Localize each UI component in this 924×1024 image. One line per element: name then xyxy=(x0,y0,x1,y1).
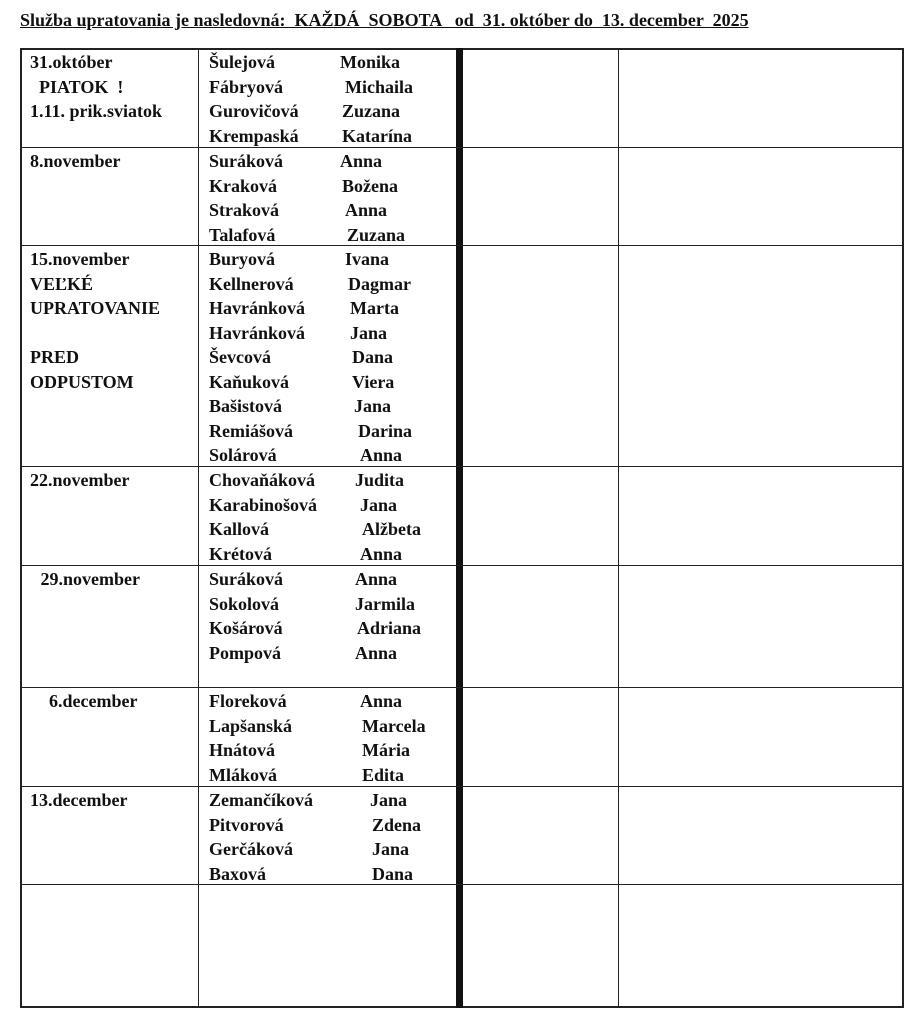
surname: Suráková xyxy=(209,151,284,171)
surname: Karabinošová xyxy=(209,494,318,515)
surname: Hnátová xyxy=(209,740,276,760)
surname: Zemančíková xyxy=(209,790,314,810)
first-name: Anna xyxy=(360,543,403,564)
surname: Buryová xyxy=(209,249,276,269)
column-divider-right xyxy=(618,48,619,1008)
date-line: ODPUSTOM xyxy=(30,371,134,392)
date-line: 13.december xyxy=(30,790,128,810)
first-name: Mária xyxy=(362,740,410,760)
first-name: Judita xyxy=(355,470,405,490)
first-name: Anna xyxy=(360,445,403,465)
first-name: Jana xyxy=(372,839,410,859)
surname: Havránková xyxy=(209,322,306,343)
name-line xyxy=(209,813,454,838)
date-cell xyxy=(36,567,140,592)
surname: Fábryová xyxy=(209,76,283,97)
names-cell xyxy=(209,247,454,468)
first-name: Jana xyxy=(360,494,398,515)
row-divider xyxy=(20,565,904,566)
row-divider xyxy=(20,466,904,467)
first-name: Zdena xyxy=(372,814,422,835)
first-name: Dana xyxy=(372,863,414,884)
surname: Kraková xyxy=(209,175,278,196)
first-name: Edita xyxy=(362,764,405,785)
surname: Talafová xyxy=(209,224,276,245)
table-border-left xyxy=(20,48,22,1008)
surname: Pitvorová xyxy=(209,814,284,835)
first-name: Jarmila xyxy=(355,593,415,614)
surname: Ševcová xyxy=(209,347,271,367)
surname: Krempaská xyxy=(209,125,299,146)
name-line xyxy=(209,198,454,223)
first-name: Jana xyxy=(370,790,408,810)
first-name: Dagmar xyxy=(348,273,411,294)
name-line xyxy=(209,837,454,862)
date-line: UPRATOVANIE xyxy=(30,298,161,318)
surname: Kaňuková xyxy=(209,371,290,392)
surname: Kellnerová xyxy=(209,273,294,294)
surname: Mláková xyxy=(209,764,278,785)
names-cell xyxy=(209,149,454,247)
page-title: Služba upratovania je nasledovná: KAŽDÁ SOBOTA od 31. október do 13. december 2025 xyxy=(20,10,749,30)
name-line xyxy=(209,419,454,444)
name-line xyxy=(209,493,454,518)
row-divider xyxy=(20,245,904,246)
surname: Gerčáková xyxy=(209,839,293,859)
row-divider xyxy=(20,786,904,787)
first-name: Marcela xyxy=(362,715,426,736)
first-name: Anna xyxy=(345,200,388,220)
name-line xyxy=(209,247,454,272)
surname: Straková xyxy=(209,200,280,220)
column-divider-thick xyxy=(456,48,463,1008)
names-cell xyxy=(209,468,454,566)
first-name: Jana xyxy=(350,322,388,343)
name-line xyxy=(209,616,454,641)
name-line xyxy=(209,272,454,297)
name-line xyxy=(209,641,454,666)
first-name: Darina xyxy=(358,420,412,441)
date-line: PRED xyxy=(30,347,79,367)
name-line xyxy=(209,714,454,739)
first-name: Zuzana xyxy=(347,224,406,245)
date-line: VEĽKÉ xyxy=(30,273,94,294)
date-line: 29.november xyxy=(36,569,140,589)
name-line xyxy=(209,788,454,813)
surname: Šulejová xyxy=(209,52,276,72)
first-name: Ivana xyxy=(345,249,390,269)
name-line xyxy=(209,296,454,321)
first-name: Adriana xyxy=(357,618,422,638)
name-line xyxy=(209,345,454,370)
name-line xyxy=(209,75,454,100)
names-cell xyxy=(209,689,454,787)
name-line xyxy=(209,394,454,419)
first-name: Marta xyxy=(350,298,399,318)
date-line: 15.november xyxy=(30,249,130,269)
first-name: Božena xyxy=(342,175,398,196)
surname: Sokolová xyxy=(209,593,280,614)
first-name: Dana xyxy=(352,347,394,367)
name-line xyxy=(209,763,454,788)
names-cell xyxy=(209,567,454,665)
surname: Suráková xyxy=(209,569,284,589)
surname: Košárová xyxy=(209,618,283,638)
first-name: Viera xyxy=(352,371,395,392)
first-name: Alžbeta xyxy=(362,519,421,539)
date-line: 1.11. prik.sviatok xyxy=(30,101,163,121)
first-name: Anna xyxy=(360,691,403,711)
first-name: Zuzana xyxy=(342,101,401,121)
name-line xyxy=(209,99,454,124)
date-cell xyxy=(30,468,129,493)
date-cell xyxy=(40,689,137,714)
date-line: 31.október xyxy=(30,52,113,72)
date-line: 8.november xyxy=(30,151,121,171)
surname: Bašistová xyxy=(209,396,283,416)
surname: Solárová xyxy=(209,445,277,465)
name-line xyxy=(209,223,454,248)
date-line: 22.november xyxy=(30,470,130,490)
name-line xyxy=(209,738,454,763)
date-line: 6.december xyxy=(40,691,138,711)
name-line xyxy=(209,443,454,468)
column-divider-names xyxy=(198,48,199,1008)
name-line xyxy=(209,149,454,174)
first-name: Katarína xyxy=(342,125,412,146)
row-divider xyxy=(20,687,904,688)
surname: Pompová xyxy=(209,642,281,663)
first-name: Anna xyxy=(355,569,398,589)
surname: Gurovičová xyxy=(209,101,299,121)
first-name: Michaila xyxy=(345,76,413,97)
surname: Lapšanská xyxy=(209,715,293,736)
surname: Floreková xyxy=(209,691,287,711)
name-line xyxy=(209,174,454,199)
name-line xyxy=(209,592,454,617)
row-divider xyxy=(20,884,904,885)
name-line xyxy=(209,689,454,714)
table-border-right xyxy=(902,48,904,1008)
surname: Chovaňáková xyxy=(209,470,316,490)
names-cell xyxy=(209,788,454,886)
date-cell xyxy=(30,149,120,174)
schedule-table xyxy=(20,48,904,1008)
name-line xyxy=(209,542,454,567)
surname: Krétová xyxy=(209,543,272,564)
surname: Kallová xyxy=(209,519,270,539)
surname: Remiášová xyxy=(209,420,293,441)
name-line xyxy=(209,370,454,395)
name-line xyxy=(209,124,454,149)
name-line xyxy=(209,567,454,592)
date-cell xyxy=(30,247,160,394)
date-line xyxy=(30,321,160,346)
date-cell xyxy=(30,50,162,124)
name-line xyxy=(209,321,454,346)
first-name: Monika xyxy=(340,52,401,72)
first-name: Anna xyxy=(355,642,398,663)
name-line xyxy=(209,468,454,493)
first-name: Jana xyxy=(354,396,392,416)
row-divider xyxy=(20,147,904,148)
date-cell xyxy=(30,788,127,813)
name-line xyxy=(209,862,454,887)
first-name: Anna xyxy=(340,151,383,171)
name-line xyxy=(209,517,454,542)
name-line xyxy=(209,50,454,75)
surname: Baxová xyxy=(209,863,267,884)
surname: Havránková xyxy=(209,298,306,318)
date-line: PIATOK ! xyxy=(30,76,124,97)
names-cell xyxy=(209,50,454,148)
